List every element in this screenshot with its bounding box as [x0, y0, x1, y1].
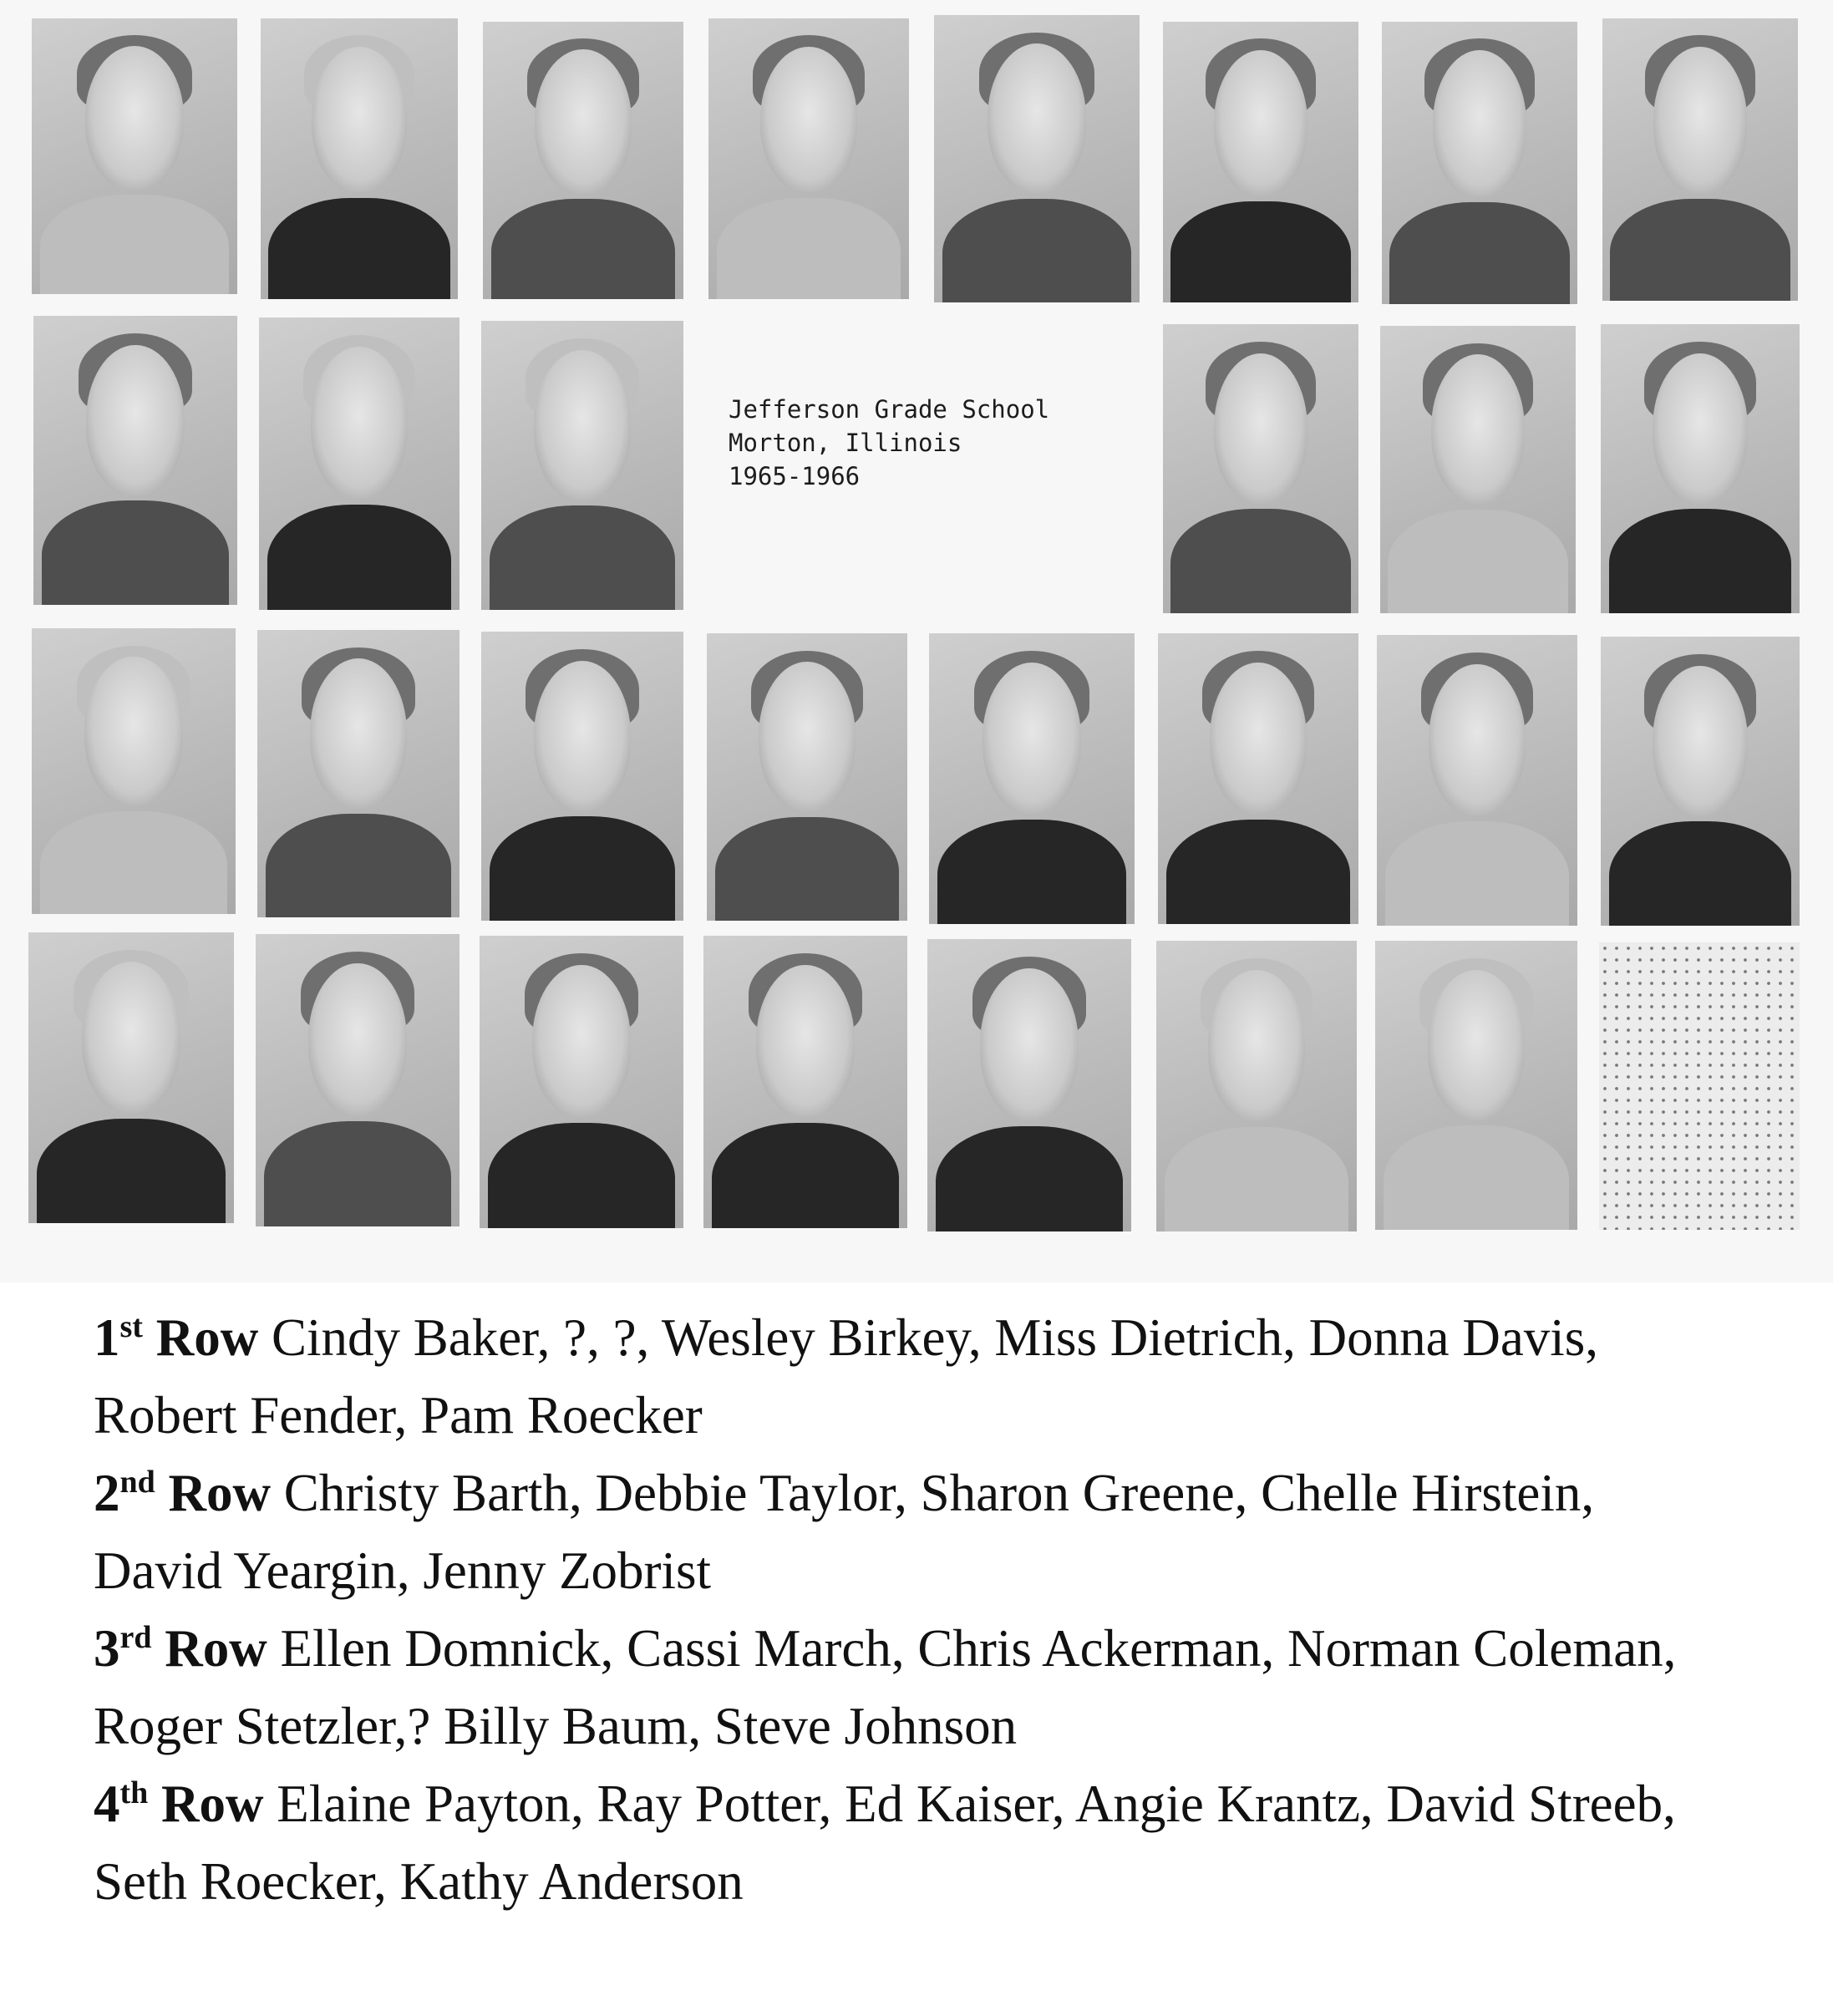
row-names: Christy Barth, Debbie Taylor, Sharon Greene, Chelle Hirstein, David Yeargin, Jenny Zobrist	[94, 1464, 1595, 1600]
row-names: Ellen Domnick, Cassi March, Chris Ackerman, Norman Coleman, Roger Stetzler,? Billy Baum, Steve Johnson	[94, 1619, 1677, 1755]
portrait-photo	[261, 18, 458, 299]
caption-row-2	[94, 1455, 1681, 1610]
row-word: Row	[155, 1464, 272, 1522]
portrait-photo	[259, 317, 460, 610]
school-name: Jefferson Grade School	[729, 395, 1050, 424]
row-number: 3	[94, 1619, 120, 1678]
row-word: Row	[151, 1619, 267, 1678]
row-number: 1	[94, 1308, 120, 1367]
row-word: Row	[148, 1775, 264, 1833]
portrait-photo	[257, 630, 460, 917]
portrait-photo	[33, 316, 237, 605]
portrait-photo	[929, 633, 1135, 924]
row-label	[94, 1775, 264, 1833]
portrait-photo	[256, 934, 460, 1226]
row-label	[94, 1619, 267, 1678]
row-ordinal-suffix: th	[119, 1775, 149, 1810]
row-names: Elaine Payton, Ray Potter, Ed Kaiser, Angie Krantz, David Streeb, Seth Roecker, Kathy Anderson	[94, 1775, 1676, 1911]
portrait-photo	[481, 321, 683, 610]
portrait-photo	[481, 632, 683, 921]
row-label	[94, 1308, 258, 1367]
portrait-photo	[1380, 326, 1576, 613]
portrait-photo	[1377, 635, 1577, 926]
row-ordinal-suffix: rd	[119, 1620, 152, 1655]
school-year: 1965-1966	[729, 462, 861, 490]
row-ordinal-suffix: nd	[119, 1465, 155, 1500]
row-word: Row	[142, 1308, 259, 1367]
row-number: 2	[94, 1464, 120, 1522]
row-ordinal-suffix: st	[119, 1309, 143, 1344]
caption-row-3	[94, 1610, 1681, 1765]
portrait-photo	[1163, 324, 1358, 613]
portrait-photo	[934, 15, 1140, 302]
portrait-photo	[1163, 22, 1358, 302]
caption-row-1	[94, 1299, 1681, 1455]
portrait-photo	[703, 936, 907, 1228]
school-label	[729, 393, 1049, 493]
row-label	[94, 1464, 271, 1522]
portrait-photo	[1382, 22, 1577, 304]
row-caption	[94, 1299, 1681, 1921]
school-location: Morton, Illinois	[729, 429, 962, 457]
portrait-photo	[1601, 637, 1800, 926]
row-names: Cindy Baker, ?, ?, Wesley Birkey, Miss Dietrich, Donna Davis, Robert Fender, Pam Roecker	[94, 1308, 1599, 1445]
portrait-photo	[32, 628, 236, 914]
portrait-photo	[1158, 633, 1358, 924]
portrait-photo	[28, 932, 234, 1223]
empty-pattern-placeholder	[1599, 942, 1800, 1230]
portrait-photo	[707, 633, 907, 921]
portrait-photo	[1156, 941, 1357, 1231]
portrait-photo	[1602, 18, 1798, 301]
portrait-photo	[927, 939, 1131, 1231]
portrait-photo	[1375, 941, 1577, 1230]
row-number: 4	[94, 1775, 120, 1833]
portrait-photo	[32, 18, 237, 294]
portrait-photo	[1601, 324, 1800, 613]
portrait-photo	[480, 936, 683, 1228]
caption-row-4	[94, 1765, 1681, 1921]
portrait-photo	[483, 22, 683, 299]
portrait-photo	[708, 18, 909, 299]
